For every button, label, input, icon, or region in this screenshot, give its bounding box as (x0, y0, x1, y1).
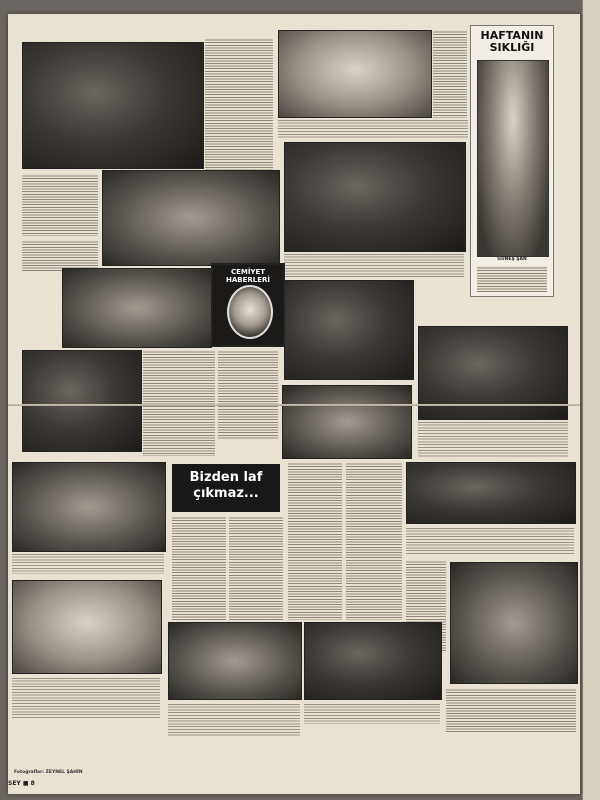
haftanin-sikligi-title: HAFTANIN SIKLIĞI (480, 29, 544, 54)
feature-column-3 (288, 462, 342, 620)
photo-third-center-couple (284, 280, 414, 380)
caption-second-right (284, 252, 464, 278)
badge-portrait (227, 285, 273, 339)
caption-seventh-left (12, 676, 160, 718)
caption-top-center (278, 118, 468, 138)
feature-column-4 (346, 462, 402, 620)
profile-text (477, 266, 547, 292)
bizden-laf-cikmaz-box (172, 464, 280, 512)
adjacent-page-edge (582, 0, 600, 800)
photo-fourth-center-table (282, 385, 412, 459)
page-folio: SEY ■ 8 (8, 780, 35, 787)
photo-seventh-right-guests (304, 622, 442, 700)
photo-fifth-left-gathering (12, 462, 166, 552)
cemiyet-haberleri-badge (211, 263, 285, 347)
caption-seventh-center (168, 702, 300, 736)
feature-column-2 (229, 516, 283, 620)
article-column-bottom-right (446, 688, 576, 732)
photo-second-row-group (102, 170, 280, 266)
photo-top-left-group (22, 42, 204, 169)
photo-top-center-table (278, 30, 432, 118)
article-column-fourth (143, 350, 215, 456)
page-fold (8, 404, 580, 406)
caption-fifth-right (406, 526, 574, 556)
profile-name: GÜNEŞ ŞAN (497, 257, 527, 262)
photo-credit: Fotoğraflar: ZEYNEL ŞAHİN (14, 770, 83, 775)
photo-sixth-right-long-table (450, 562, 578, 684)
badge-title: CEMİYET HABERLERİ (225, 268, 271, 284)
article-column-left-2 (22, 174, 98, 236)
caption-seventh-right (304, 702, 440, 724)
article-column-fourth-b (218, 350, 278, 440)
photo-fifth-right-party (406, 462, 576, 524)
photo-sixth-left-dinner (12, 580, 162, 674)
haftanin-sikligi-box (470, 25, 554, 297)
photo-third-row-seated (62, 268, 212, 348)
feature-column-1 (172, 516, 226, 620)
photo-seventh-center-dancing (168, 622, 302, 700)
profile-photo (477, 60, 549, 257)
article-column-top (205, 38, 273, 170)
photo-second-right-party (284, 142, 466, 252)
caption-fourth-right (418, 420, 568, 458)
feature-title: Bizden laf çıkmaz... (189, 470, 263, 501)
photo-fourth-left-men (22, 350, 142, 452)
article-column-top-right (433, 30, 467, 130)
caption-fifth-left (12, 552, 164, 574)
